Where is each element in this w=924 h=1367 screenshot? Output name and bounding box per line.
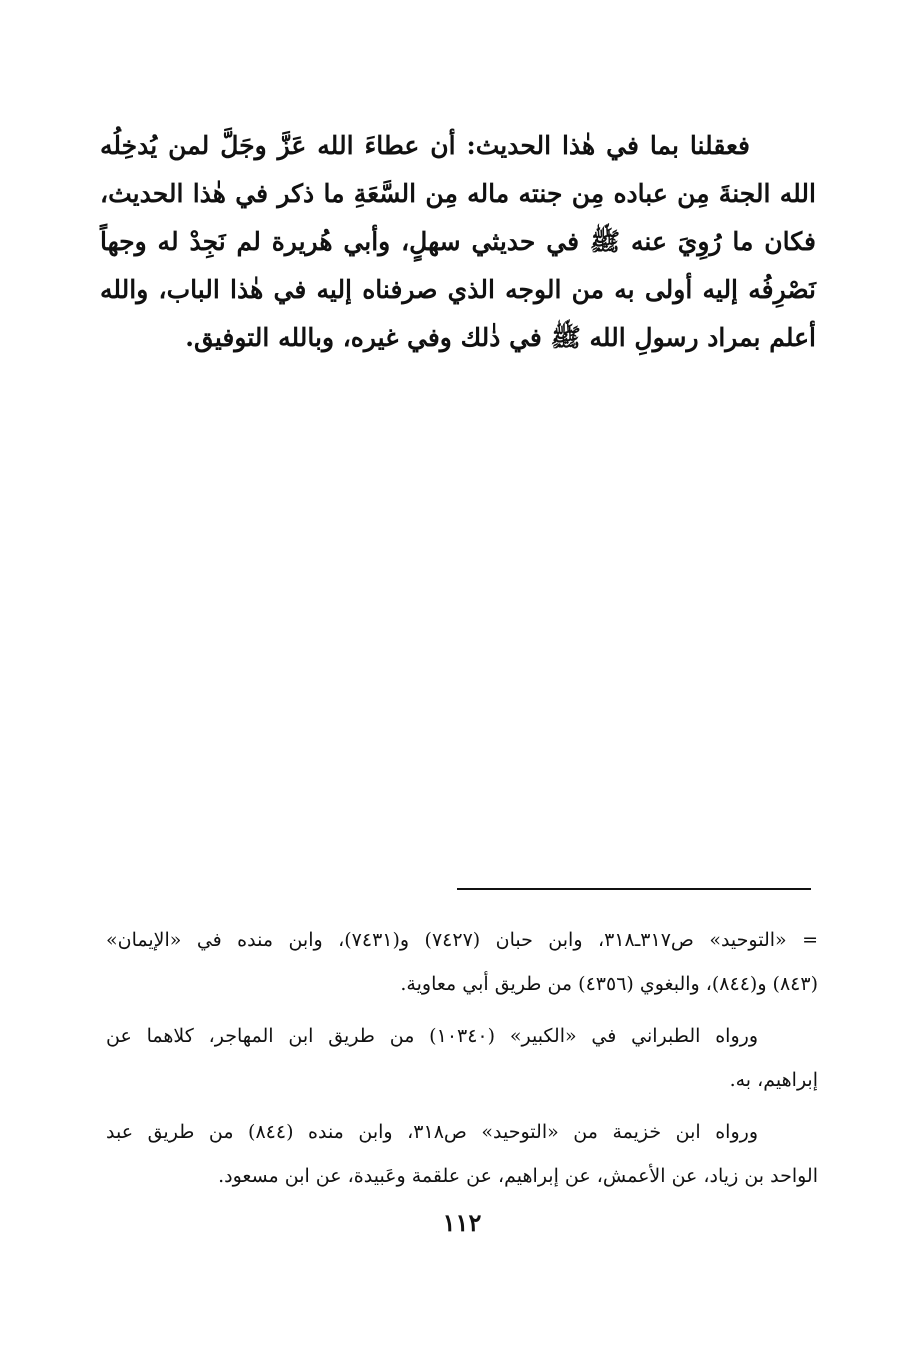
- main-text-block: [100, 122, 816, 362]
- main-text-line: الله الجنةَ مِن عباده مِن جنته ماله مِن السَّعَةِ ما ذكر في هٰذا الحديث،: [100, 179, 816, 208]
- footnote-line: إبراهيم، به.: [729, 1069, 818, 1091]
- main-text-line: نَصْرِفُه إليه أولى به من الوجه الذي صرفناه إليه في هٰذا الباب، والله: [100, 275, 816, 304]
- footnote-line: (٨٤٣) و(٨٤٤)، والبغوي (٤٣٥٦) من طريق أبي معاوية.: [400, 973, 818, 995]
- page-number: ١١٢: [442, 1208, 482, 1237]
- main-text-line: فكان ما رُوِيَ عنه ﷺ في حديثي سهلٍ، وأبي هُريرة لم نَجِدْ له وجهاً: [100, 227, 816, 256]
- footnotes-block: [106, 918, 818, 1198]
- main-text-line: أعلم بمراد رسولِ الله ﷺ في ذٰلك وفي غيره، وبالله التوفيق.: [185, 323, 816, 352]
- footnote-line: ورواه ابن خزيمة من «التوحيد» ص٣١٨، وابن منده (٨٤٤) من طريق عبد: [106, 1121, 758, 1143]
- main-text-line: فعقلنا بما في هٰذا الحديث: أن عطاءَ الله عَزَّ وجَلَّ لمن يُدخِلُه: [100, 131, 750, 160]
- footnote-line: = «التوحيد» ص٣١٧ـ٣١٨، وابن حبان (٧٤٢٧) و(٧٤٣١)، وابن منده في «الإيمان»: [106, 929, 819, 951]
- footnote-line: ورواه الطبراني في «الكبير» (١٠٣٤٠) من طريق ابن المهاجر، كلاهما عن: [106, 1025, 758, 1047]
- footnote-separator: [457, 888, 811, 890]
- footnote-line: الواحد بن زياد، عن الأعمش، عن إبراهيم، عن علقمة وعَبيدة، عن ابن مسعود.: [218, 1165, 818, 1187]
